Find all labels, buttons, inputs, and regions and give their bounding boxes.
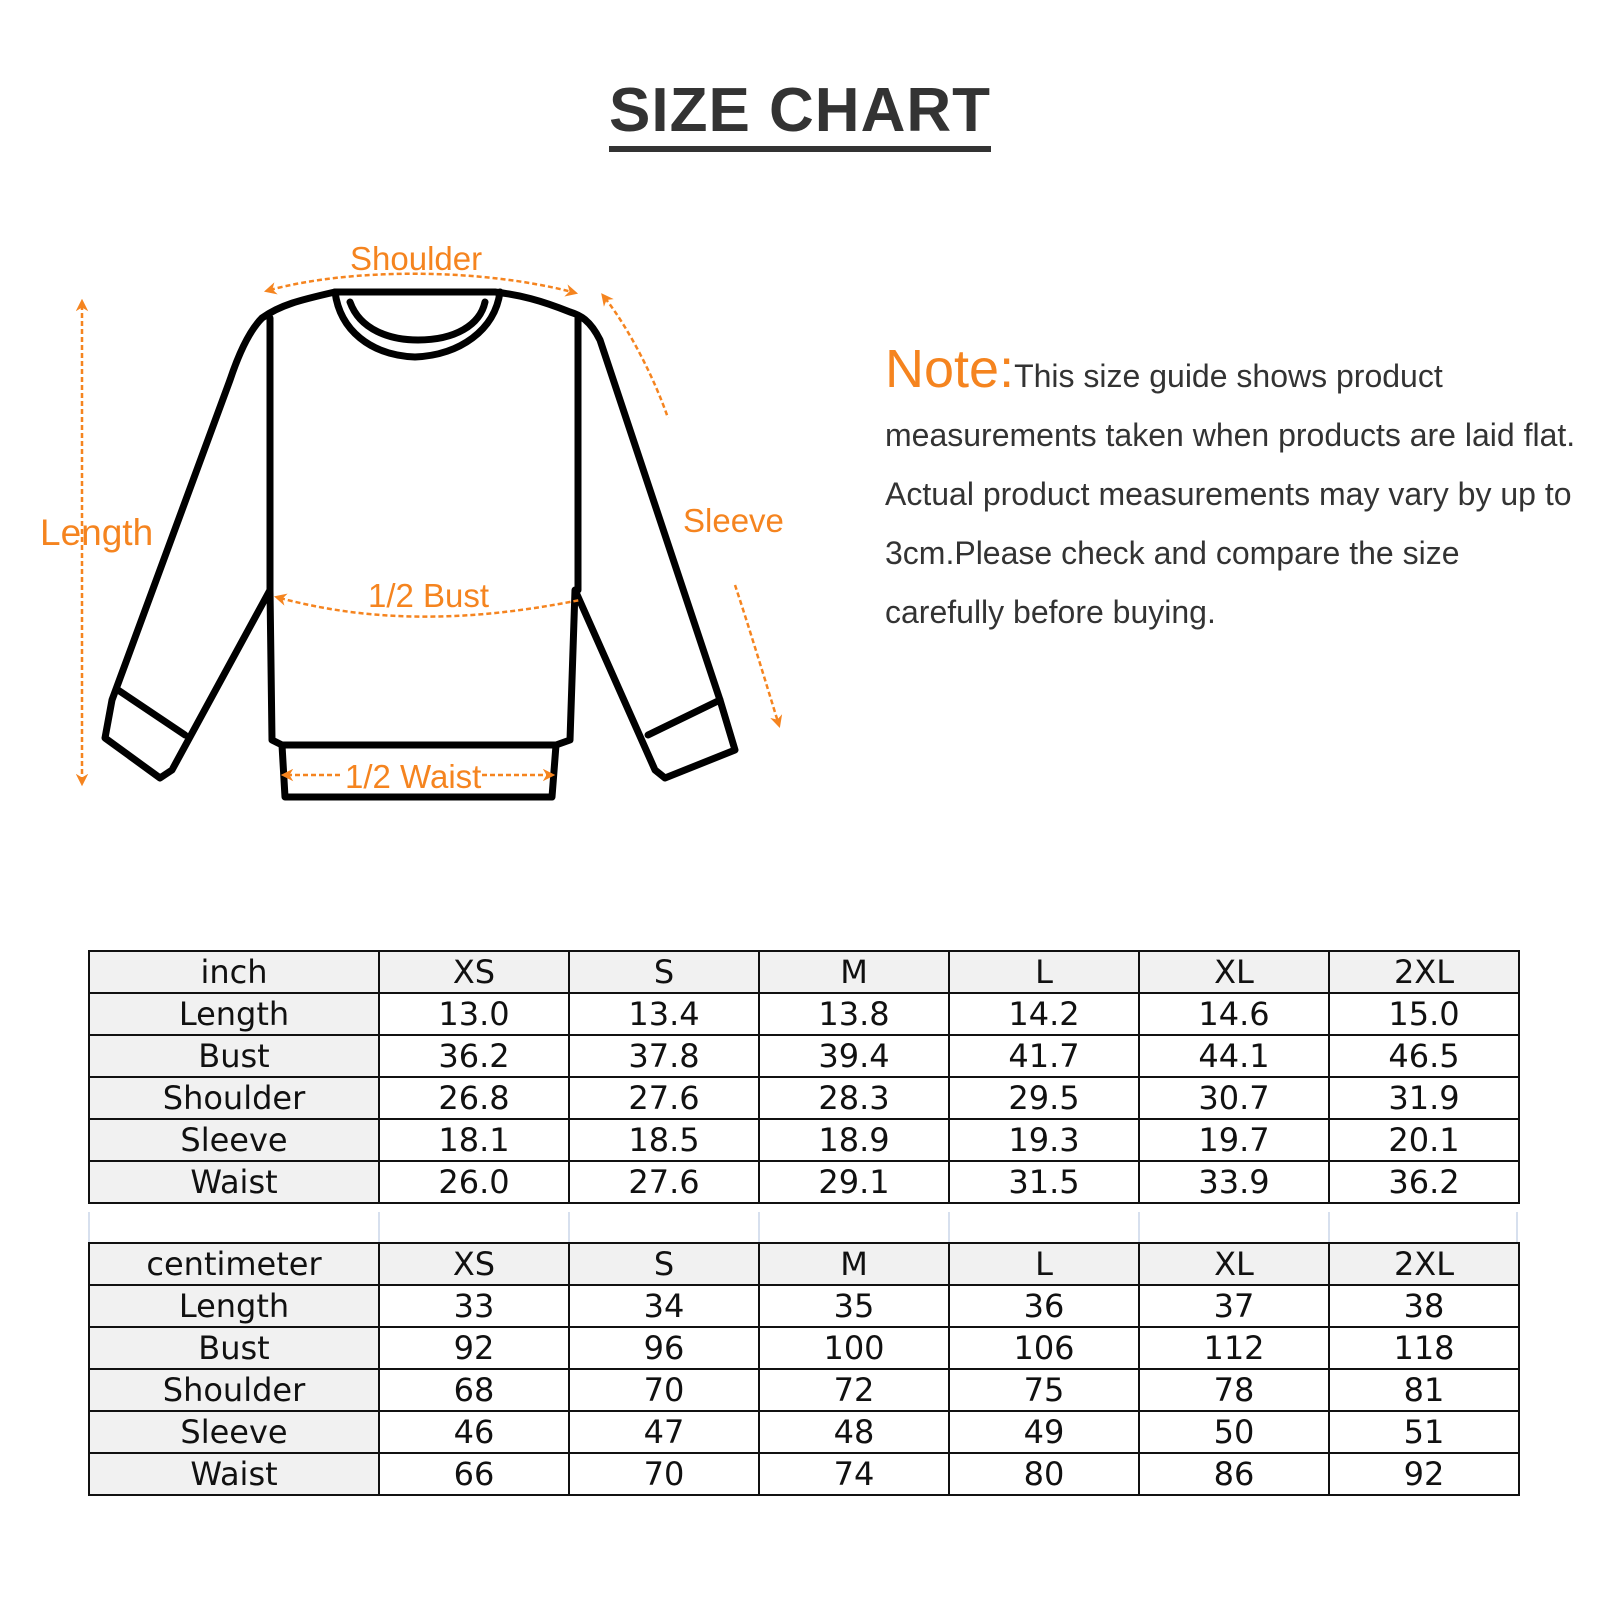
table-cell: 86 — [1139, 1453, 1329, 1495]
table-row — [89, 1285, 1519, 1327]
size-header: XS — [379, 1243, 569, 1285]
size-header: 2XL — [1329, 951, 1519, 993]
size-header: XL — [1139, 1243, 1329, 1285]
unit-header: inch — [89, 951, 379, 993]
table-cell: 46 — [379, 1411, 569, 1453]
table-cell: 29.5 — [949, 1077, 1139, 1119]
row-label: Bust — [89, 1035, 379, 1077]
table-cell: 26.8 — [379, 1077, 569, 1119]
centimeter-size-table — [88, 1242, 1520, 1496]
sweater-diagram — [0, 230, 840, 830]
table-cell: 14.2 — [949, 993, 1139, 1035]
table-cell: 100 — [759, 1327, 949, 1369]
row-label: Waist — [89, 1161, 379, 1203]
table-cell: 13.4 — [569, 993, 759, 1035]
table-cell: 18.9 — [759, 1119, 949, 1161]
row-label: Bust — [89, 1327, 379, 1369]
table-cell: 118 — [1329, 1327, 1519, 1369]
table-cell: 37.8 — [569, 1035, 759, 1077]
bust-label: 1/2 Bust — [368, 577, 490, 614]
table-cell: 49 — [949, 1411, 1139, 1453]
table-cell: 26.0 — [379, 1161, 569, 1203]
table-header-row — [89, 951, 1519, 993]
table-row — [89, 1327, 1519, 1369]
table-cell: 39.4 — [759, 1035, 949, 1077]
table-cell: 18.5 — [569, 1119, 759, 1161]
table-cell: 41.7 — [949, 1035, 1139, 1077]
table-cell: 81 — [1329, 1369, 1519, 1411]
table-cell: 37 — [1139, 1285, 1329, 1327]
size-header: S — [569, 951, 759, 993]
table-cell: 27.6 — [569, 1161, 759, 1203]
table-cell: 31.9 — [1329, 1077, 1519, 1119]
table-cell: 112 — [1139, 1327, 1329, 1369]
table-row — [89, 1453, 1519, 1495]
note-heading: Note: — [885, 339, 1015, 399]
table-row — [89, 1077, 1519, 1119]
table-cell: 36 — [949, 1285, 1139, 1327]
table-cell: 92 — [1329, 1453, 1519, 1495]
table-cell: 68 — [379, 1369, 569, 1411]
sleeve-label: Sleeve — [683, 502, 784, 539]
table-cell: 96 — [569, 1327, 759, 1369]
table-cell: 47 — [569, 1411, 759, 1453]
table-cell: 74 — [759, 1453, 949, 1495]
row-label: Length — [89, 1285, 379, 1327]
row-label: Length — [89, 993, 379, 1035]
row-label: Sleeve — [89, 1119, 379, 1161]
note-block — [885, 340, 1585, 642]
table-row — [89, 993, 1519, 1035]
note-text: This size guide shows product measurements taken when products are laid flat. Actual product measurements may vary by up to 3cm.Please check and compare the size carefully before buying. — [885, 358, 1576, 630]
inch-size-table — [88, 950, 1520, 1204]
table-cell: 78 — [1139, 1369, 1329, 1411]
table-cell: 72 — [759, 1369, 949, 1411]
table-header-row — [89, 1243, 1519, 1285]
table-cell: 14.6 — [1139, 993, 1329, 1035]
table-cell: 31.5 — [949, 1161, 1139, 1203]
table-cell: 36.2 — [379, 1035, 569, 1077]
waist-label: 1/2 Waist — [345, 758, 482, 795]
unit-header: centimeter — [89, 1243, 379, 1285]
table-cell: 51 — [1329, 1411, 1519, 1453]
table-cell: 18.1 — [379, 1119, 569, 1161]
table-cell: 36.2 — [1329, 1161, 1519, 1203]
table-cell: 92 — [379, 1327, 569, 1369]
table-cell: 35 — [759, 1285, 949, 1327]
row-label: Shoulder — [89, 1077, 379, 1119]
table-row — [89, 1369, 1519, 1411]
table-cell: 19.3 — [949, 1119, 1139, 1161]
table-cell: 28.3 — [759, 1077, 949, 1119]
size-header: L — [949, 951, 1139, 993]
table-cell: 33 — [379, 1285, 569, 1327]
page-title: SIZE CHART — [609, 78, 991, 152]
table-cell: 48 — [759, 1411, 949, 1453]
page-title-wrap — [0, 78, 1600, 152]
table-cell: 20.1 — [1329, 1119, 1519, 1161]
table-cell: 70 — [569, 1453, 759, 1495]
table-cell: 38 — [1329, 1285, 1519, 1327]
table-cell: 29.1 — [759, 1161, 949, 1203]
table-cell: 80 — [949, 1453, 1139, 1495]
table-cell: 19.7 — [1139, 1119, 1329, 1161]
table-row — [89, 1119, 1519, 1161]
size-header: S — [569, 1243, 759, 1285]
table-cell: 27.6 — [569, 1077, 759, 1119]
size-header: M — [759, 951, 949, 993]
table-cell: 15.0 — [1329, 993, 1519, 1035]
table-cell: 106 — [949, 1327, 1139, 1369]
table-cell: 33.9 — [1139, 1161, 1329, 1203]
table-cell: 13.0 — [379, 993, 569, 1035]
length-label: Length — [40, 512, 154, 553]
row-label: Waist — [89, 1453, 379, 1495]
table-separator — [88, 1212, 1528, 1242]
table-cell: 34 — [569, 1285, 759, 1327]
table-cell: 30.7 — [1139, 1077, 1329, 1119]
table-cell: 50 — [1139, 1411, 1329, 1453]
row-label: Shoulder — [89, 1369, 379, 1411]
table-row — [89, 1411, 1519, 1453]
size-header: L — [949, 1243, 1139, 1285]
size-header: XS — [379, 951, 569, 993]
table-row — [89, 1035, 1519, 1077]
table-cell: 46.5 — [1329, 1035, 1519, 1077]
table-cell: 70 — [569, 1369, 759, 1411]
table-cell: 44.1 — [1139, 1035, 1329, 1077]
row-label: Sleeve — [89, 1411, 379, 1453]
table-cell: 13.8 — [759, 993, 949, 1035]
shoulder-label: Shoulder — [350, 240, 483, 277]
size-header: 2XL — [1329, 1243, 1519, 1285]
table-cell: 66 — [379, 1453, 569, 1495]
size-header: M — [759, 1243, 949, 1285]
table-cell: 75 — [949, 1369, 1139, 1411]
size-header: XL — [1139, 951, 1329, 993]
table-row — [89, 1161, 1519, 1203]
